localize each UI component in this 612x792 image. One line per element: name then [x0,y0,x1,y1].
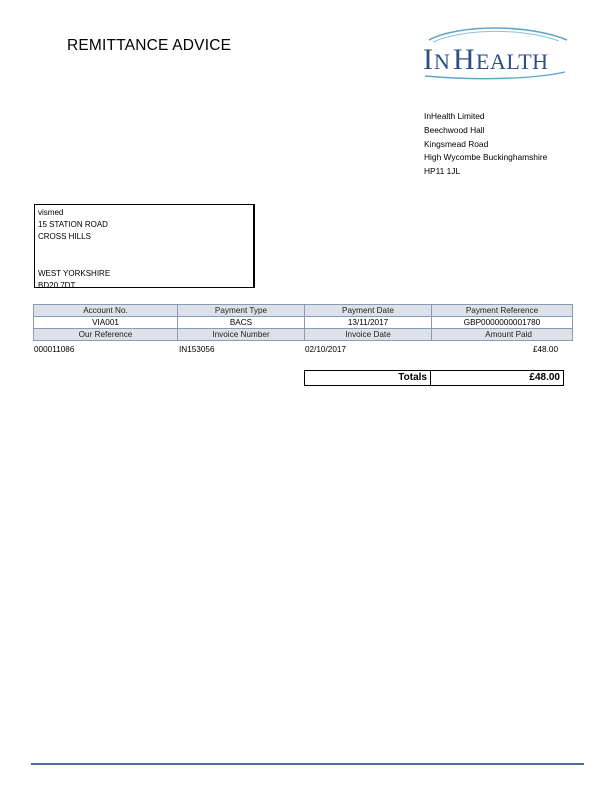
company-address-line: High Wycombe Buckinghamshire [424,152,548,163]
header-account-no: Account No. [34,305,178,317]
recipient-address-line [38,256,253,268]
payment-header-row [34,305,573,317]
header-our-reference: Our Reference [34,329,178,341]
recipient-address-line: CROSS HILLS [38,232,91,242]
header-payment-reference: Payment Reference [432,305,573,317]
company-address [424,110,547,179]
company-address-line: Kingsmead Road [424,138,489,149]
company-address-line: Beechwood Hall [424,124,485,135]
header-amount-paid: Amount Paid [432,329,573,341]
payment-value-row [34,317,573,329]
recipient-address-line: 15 STATION ROAD [38,220,108,230]
recipient-address-box [34,204,255,291]
svg-text:N: N [434,49,450,74]
recipient-postcode: BD20 7DT [38,281,76,291]
document-title: REMITTANCE ADVICE [67,37,232,54]
our-reference: 000011086 [34,345,75,354]
recipient-address-line [38,244,253,256]
payment-reference: GBP0000000001780 [432,317,573,329]
recipient-name: vismed [38,208,64,217]
invoice-number: IN153056 [179,345,215,354]
header-invoice-date: Invoice Date [305,329,432,341]
svg-text:I: I [423,43,433,76]
payment-date: 13/11/2017 [305,317,432,329]
payment-details-table [33,304,573,341]
amount-paid: £48.00 [532,345,558,354]
header-invoice-number: Invoice Number [178,329,305,341]
svg-text:H: H [453,43,475,76]
recipient-address-line: WEST YORKSHIRE [38,268,111,278]
company-name: InHealth Limited [424,111,485,121]
svg-text:EALTH: EALTH [476,49,549,74]
invoice-date: 02/10/2017 [305,345,346,354]
totals-box [304,370,564,386]
totals-amount: £48.00 [529,372,560,383]
inhealth-logo [419,26,569,80]
header-payment-date: Payment Date [305,305,432,317]
footer-divider [31,763,584,765]
payment-type: BACS [178,317,305,329]
company-postcode: HP11 1JL [424,166,461,177]
invoice-header-row [34,329,573,341]
header-payment-type: Payment Type [178,305,305,317]
totals-label: Totals [305,371,431,385]
account-no: VIA001 [34,317,178,329]
